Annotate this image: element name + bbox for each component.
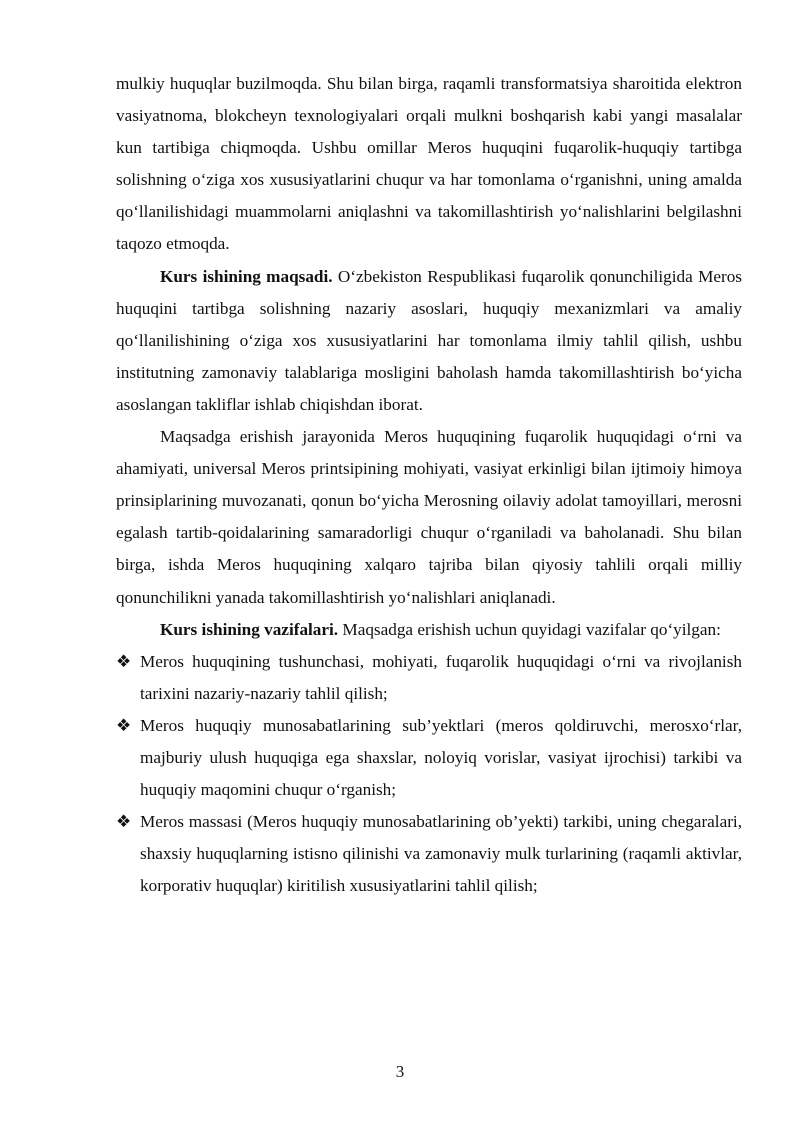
list-item xyxy=(116,710,742,806)
list-item xyxy=(116,646,742,710)
paragraph-tasks xyxy=(116,614,742,646)
diamond-bullet-icon: ❖ xyxy=(116,715,132,735)
goal-heading: Kurs ishining maqsadi. xyxy=(160,266,333,286)
paragraph-goal xyxy=(116,261,742,421)
tasks-heading: Kurs ishining vazifalari. xyxy=(160,619,339,639)
tasks-list xyxy=(116,646,742,903)
list-item-text: Meros huquqining tushunchasi, mohiyati, fuqarolik huquqidagi o‘rni va rivojlanish tarixini nazariy-nazariy tahlil qilish; xyxy=(140,651,742,703)
goal-text: O‘zbekiston Respublikasi fuqarolik qonunchiligida Meros huquqini tartibga solishning nazariy asoslari, huquqiy mexanizmlari va amaliy qo‘llanilishining o‘ziga xos xususiyatlarini har tomonlama ilmiy tahlil qilish, ushbu institutning zamonaviy talablariga mosligini baholash hamda takomillashtirish bo‘yicha asoslangan takliflar ishlab chiqishdan iborat. xyxy=(116,266,742,414)
paragraph-intro: mulkiy huquqlar buzilmoqda. Shu bilan birga, raqamli transformatsiya sharoitida elektron vasiyatnoma, blokcheyn texnologiyalari orqali mulkni boshqarish kabi yangi masalalar kun tartibiga chiqmoqda. Ushbu omillar Meros huquqini fuqarolik-huquqiy tartibga solishning o‘ziga xos xususiyatlarini chuqur va har tomonlama o‘rganishni, uning amalda qo‘llanilishidagi muammolarni aniqlashni va takomillashtirish yo‘nalishlarini belgilashni taqozo etmoqda. xyxy=(116,74,742,254)
list-item-text: Meros huquqiy munosabatlarining sub’yektlari (meros qoldiruvchi, merosxo‘rlar, majburiy ulush huquqiga ega shaxslar, noloyiq vorislar, vasiyat ijrochisi) tarkibi va huquqiy maqomini chuqur o‘rganish; xyxy=(140,715,742,800)
diamond-bullet-icon: ❖ xyxy=(116,651,132,671)
tasks-text: Maqsadga erishish uchun quyidagi vazifalar qo‘yilgan: xyxy=(338,619,721,639)
paragraph-process: Maqsadga erishish jarayonida Meros huquqining fuqarolik huquqidagi o‘rni va ahamiyati, universal Meros printsipining mohiyati, vasiyat erkinligi bilan ijtimoiy himoya prinsiplarining muvozanati, qonun bo‘yicha Merosning oilaviy adolat tamoyillari, merosni egalash tartib-qoidalarining samaradorligi chuqur o‘rganiladi va baholanadi. Shu bilan birga, ishda Meros huquqining xalqaro tajriba bilan qiyosiy tahlili orqali milliy qonunchilikni yanada takomillashtirish yo‘nalishlari aniqlanadi. xyxy=(116,427,742,607)
list-item-text: Meros massasi (Meros huquqiy munosabatlarining ob’yekti) tarkibi, uning chegaralari, shaxsiy huquqlarning istisno qilinishi va zamonaviy mulk turlarining (raqamli aktivlar, korporativ huquqlar) kiritilish xususiyatlarini tahlil qilish; xyxy=(140,812,742,896)
page-number: 3 xyxy=(395,1062,405,1081)
list-item xyxy=(116,806,742,902)
document-page xyxy=(116,68,742,902)
diamond-bullet-icon: ❖ xyxy=(116,812,132,832)
